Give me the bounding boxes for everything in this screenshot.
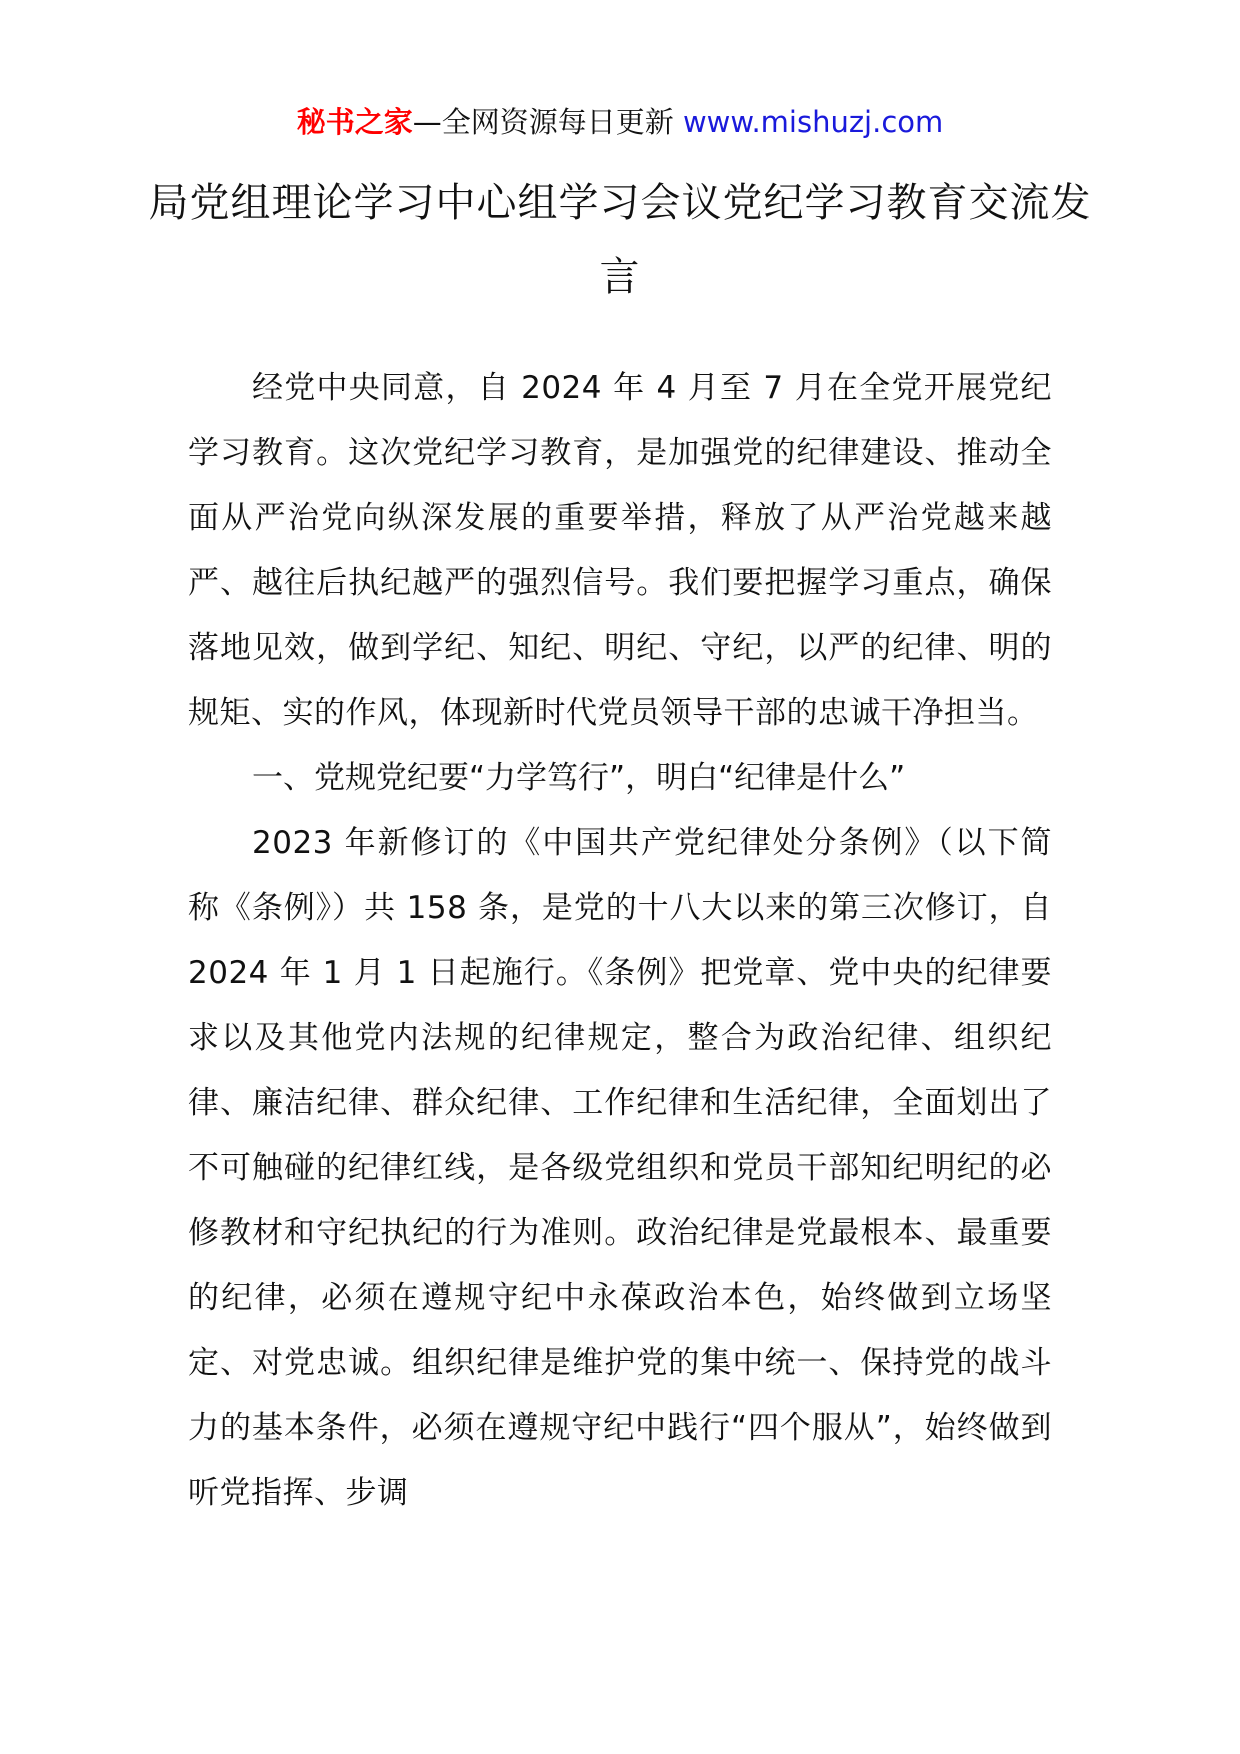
site-header bbox=[0, 102, 1240, 142]
website-link[interactable]: www.mishuzj.com bbox=[682, 105, 944, 139]
intro-paragraph: 经党中央同意，自 2024 年 4 月至 7 月在全党开展党纪学习教育。这次党纪学习教育，是加强党的纪律建设、推动全面从严治党向纵深发展的重要举措，释放了从严治党越来越严、越往后执纪越严的强烈信号。我们要把握学习重点，确保落地见效，做到学纪、知纪、明纪、守纪，以严的纪律、明的规矩、实的作风，体现新时代党员领导干部的忠诚干净担当。 bbox=[188, 370, 1052, 731]
section-heading-1: 一、党规党纪要“力学笃行”，明白“纪律是什么” bbox=[252, 760, 906, 796]
document-body bbox=[188, 356, 1052, 1526]
section-1-paragraph: 2023 年新修订的《中国共产党纪律处分条例》（以下简称《条例》）共 158 条，是党的十八大以来的第三次修订，自 2024 年 1 月 1 日起施行。《条例》把党章、党中央的纪律要求以及其他党内法规的纪律规定，整合为政治纪律、组织纪律、廉洁纪律、群众纪律、工作纪律和生活纪律，全面划出了不可触碰的纪律红线，是各级党组织和党员干部知纪明纪的必修教材和守纪执纪的行为准则。政治纪律是党最根本、最重要的纪律，必须在遵规守纪中永葆政治本色，始终做到立场坚定、对党忠诚。组织纪律是维护党的集中统一、保持党的战斗力的基本条件，必须在遵规守纪中践行“四个服从”，始终做到听党指挥、步调 bbox=[188, 825, 1052, 1511]
brand-name: 秘书之家 bbox=[296, 105, 413, 139]
header-tagline: —全网资源每日更新 bbox=[412, 105, 674, 139]
document-title: 局党组理论学习中心组学习会议党纪学习教育交流发言 bbox=[148, 180, 1092, 300]
